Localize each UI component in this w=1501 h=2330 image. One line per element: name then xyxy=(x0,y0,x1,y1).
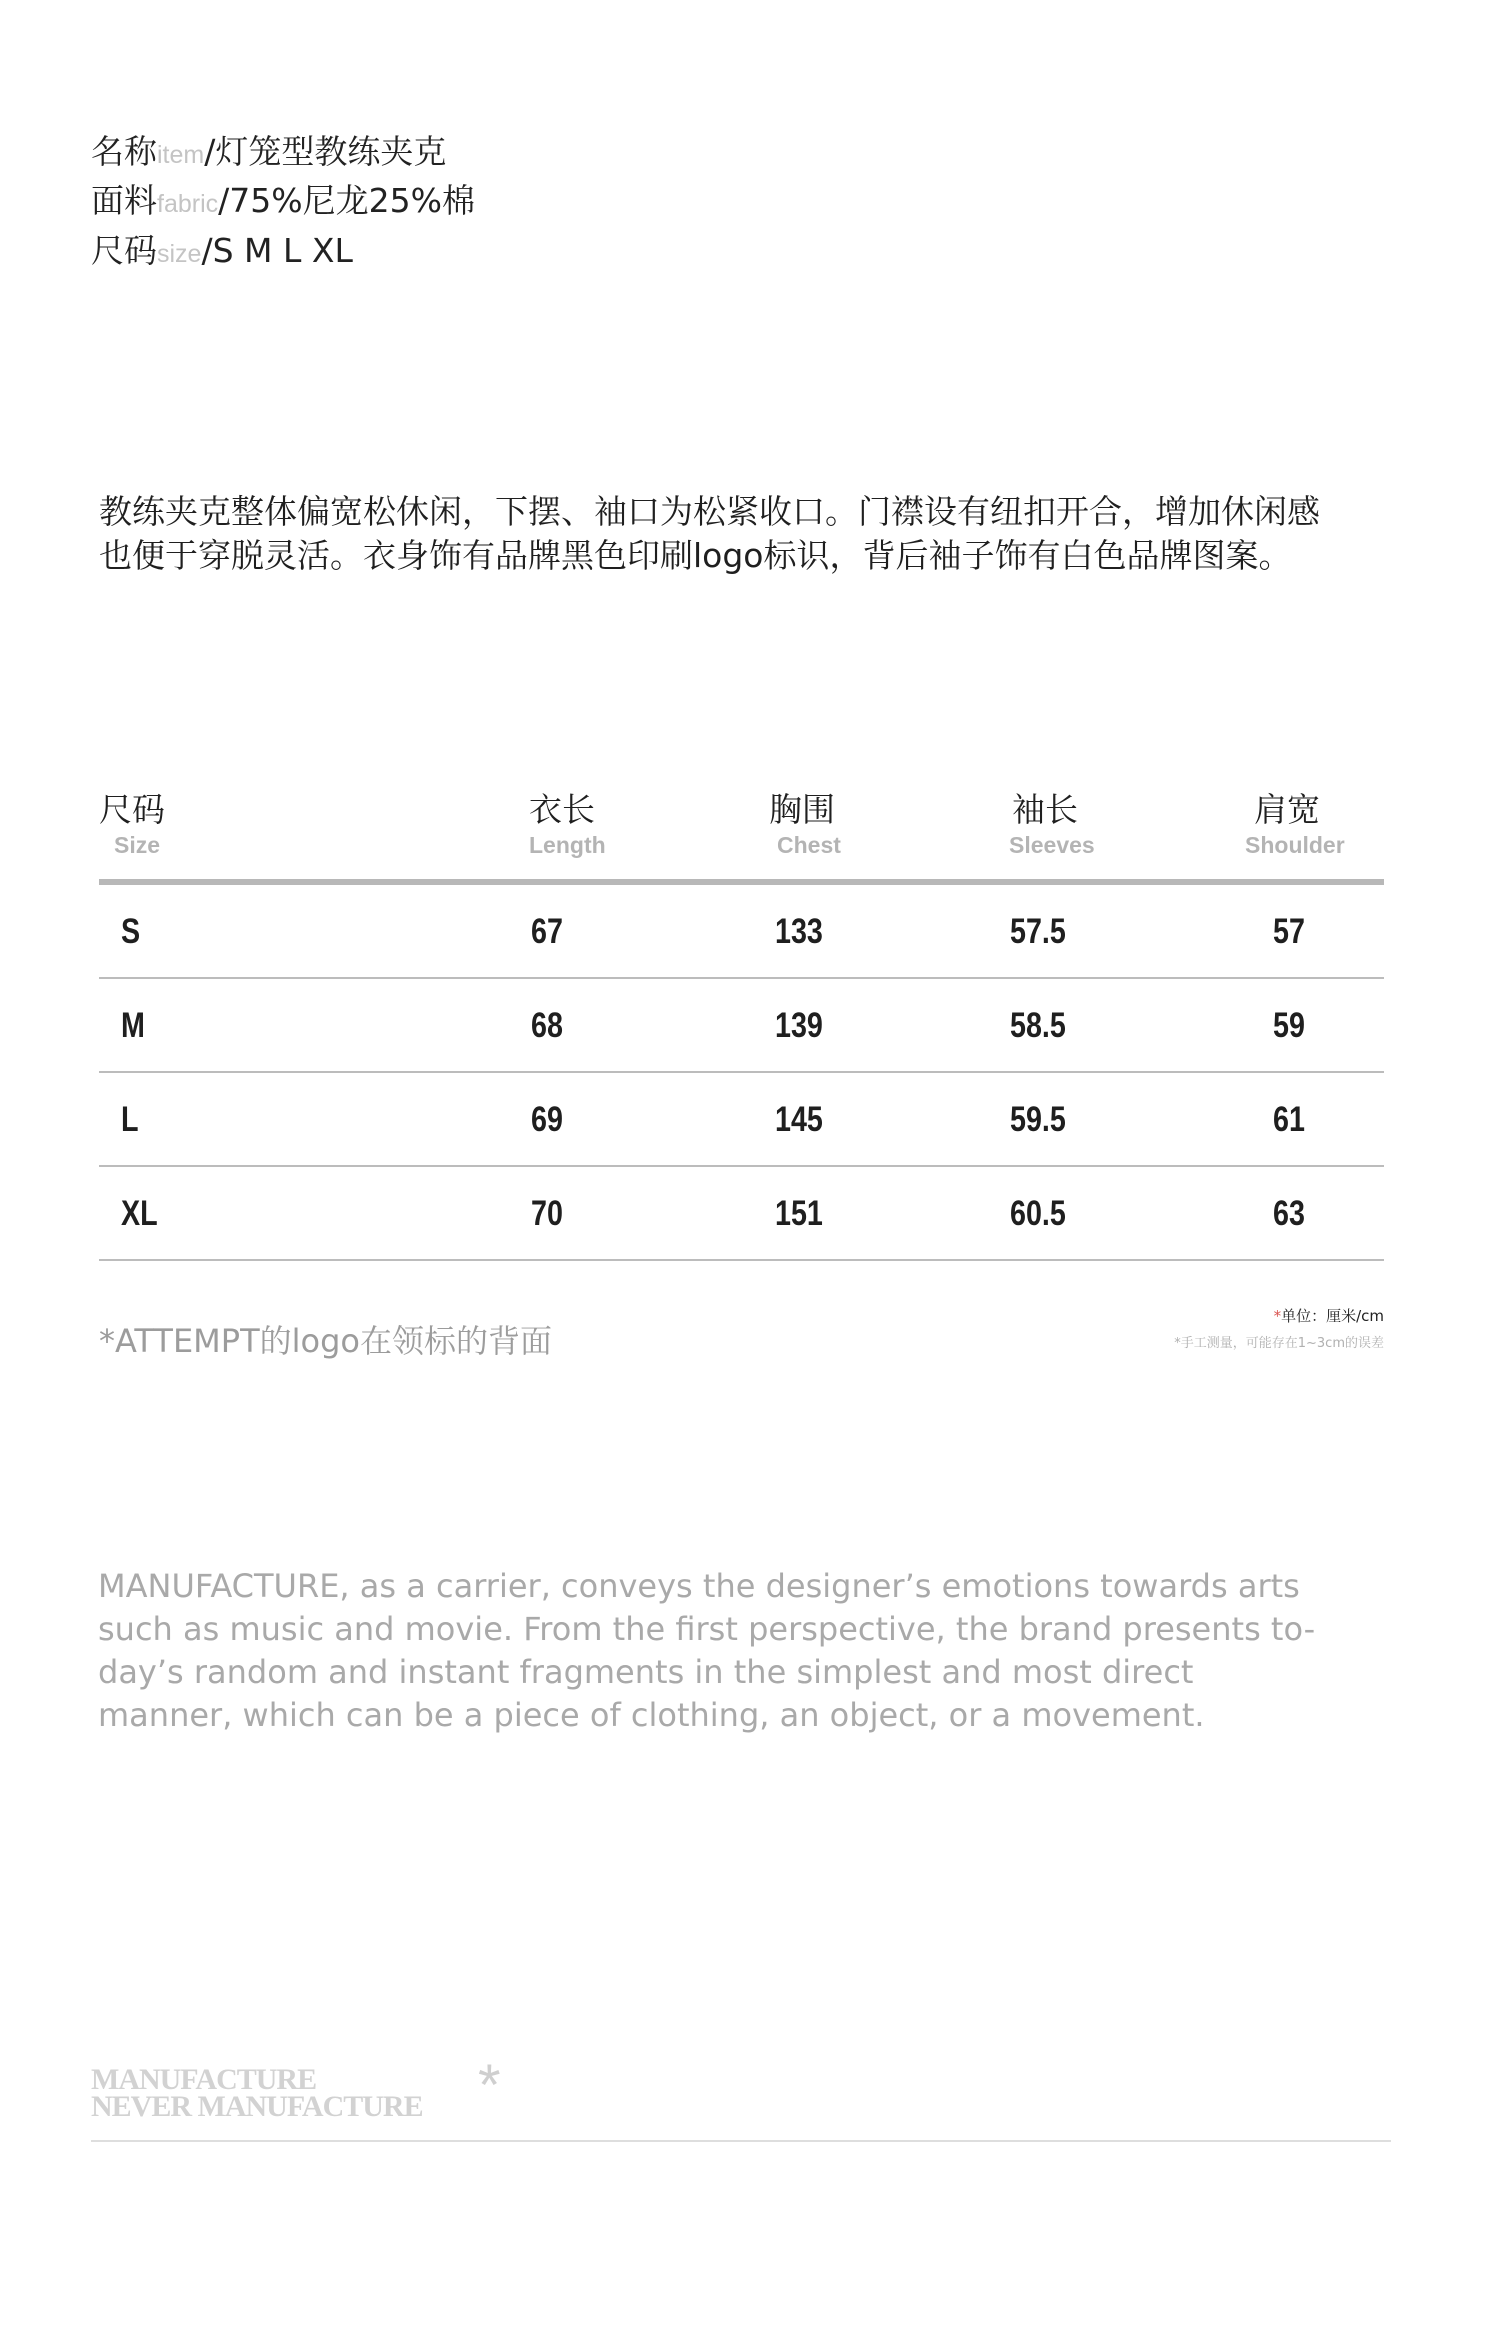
spec-size-value: /S M L XL xyxy=(201,231,353,270)
cell-sleeves: 60.5 xyxy=(1010,1194,1066,1233)
header-length-zh: 衣长 xyxy=(529,790,595,829)
brand-statement xyxy=(98,1565,1428,1737)
statement-line-3: day’s random and instant fragments in the simplest and most direct xyxy=(98,1653,1194,1691)
table-row xyxy=(99,1167,1384,1261)
statement-line-4: manner, which can be a piece of clothing, an object, or a movement. xyxy=(98,1696,1205,1734)
spec-size-en: size xyxy=(157,240,202,268)
table-row xyxy=(99,885,1384,979)
unit-star: * xyxy=(1273,1307,1282,1325)
table-row xyxy=(99,1073,1384,1167)
header-sleeves-en: Sleeves xyxy=(1009,832,1095,858)
header-chest xyxy=(769,790,841,860)
header-length xyxy=(529,790,606,860)
unit-text: 单位：厘米/cm xyxy=(1281,1307,1384,1325)
cell-sleeves: 58.5 xyxy=(1010,1006,1066,1045)
cell-length: 70 xyxy=(531,1194,563,1233)
cell-size: L xyxy=(121,1100,139,1139)
header-size xyxy=(99,790,165,860)
header-chest-en: Chest xyxy=(777,832,841,858)
spec-fabric-en: fabric xyxy=(157,190,219,218)
header-length-en: Length xyxy=(529,832,606,858)
cell-chest: 145 xyxy=(775,1100,823,1139)
spec-item-en: item xyxy=(157,141,205,169)
cell-shoulder: 61 xyxy=(1273,1100,1305,1139)
cell-sleeves: 57.5 xyxy=(1010,912,1066,951)
spec-size-zh: 尺码 xyxy=(91,231,157,270)
spec-fabric xyxy=(91,181,475,224)
cell-length: 69 xyxy=(531,1100,563,1139)
tolerance-note: *手工测量，可能存在1~3cm的误差 xyxy=(1174,1336,1384,1351)
header-shoulder-en: Shoulder xyxy=(1245,832,1345,858)
brand-logo-line-2: NEVER MANUFACTURE xyxy=(91,2090,423,2123)
cell-length: 67 xyxy=(531,912,563,951)
asterisk-icon: * xyxy=(478,2053,501,2118)
cell-sleeves: 59.5 xyxy=(1010,1100,1066,1139)
brand-logo xyxy=(91,2063,423,2123)
cell-chest: 151 xyxy=(775,1194,823,1233)
cell-chest: 133 xyxy=(775,912,823,951)
cell-chest: 139 xyxy=(775,1006,823,1045)
footer-divider xyxy=(91,2140,1391,2142)
cell-size: M xyxy=(121,1006,145,1045)
description-line-1: 教练夹克整体偏宽松休闲，下摆、袖口为松紧收口。门襟设有纽扣开合，增加休闲感 xyxy=(99,492,1320,531)
cell-size: XL xyxy=(121,1194,158,1233)
header-sleeves-zh: 袖长 xyxy=(1012,790,1078,829)
header-size-en: Size xyxy=(114,832,161,858)
spec-size xyxy=(91,231,353,274)
cell-length: 68 xyxy=(531,1006,563,1045)
logo-location-note: *ATTEMPT的logo在领标的背面 xyxy=(99,1322,552,1360)
cell-shoulder: 63 xyxy=(1273,1194,1305,1233)
product-description xyxy=(99,490,1419,578)
description-line-2: 也便于穿脱灵活。衣身饰有品牌黑色印刷logo标识，背后袖子饰有白色品牌图案。 xyxy=(99,536,1292,575)
row-divider xyxy=(99,1259,1384,1261)
header-chest-zh: 胸围 xyxy=(769,790,835,829)
header-shoulder xyxy=(1245,790,1345,860)
header-shoulder-zh: 肩宽 xyxy=(1254,790,1320,829)
spec-fabric-zh: 面料 xyxy=(91,181,157,220)
cell-shoulder: 57 xyxy=(1273,912,1305,951)
header-sleeves xyxy=(1009,790,1095,860)
spec-item xyxy=(91,132,446,175)
cell-shoulder: 59 xyxy=(1273,1006,1305,1045)
statement-line-1: MANUFACTURE, as a carrier, conveys the designer’s emotions towards arts xyxy=(98,1567,1300,1605)
spec-item-zh: 名称 xyxy=(91,132,157,171)
brand-logo-line-1: MANUFACTURE xyxy=(91,2063,317,2096)
table-row xyxy=(99,979,1384,1073)
statement-line-2: such as music and movie. From the first perspective, the brand presents to- xyxy=(98,1610,1316,1648)
cell-size: S xyxy=(121,912,141,951)
spec-item-value: /灯笼型教练夹克 xyxy=(204,132,447,171)
header-size-zh: 尺码 xyxy=(99,790,165,829)
spec-fabric-value: /75%尼龙25%棉 xyxy=(218,181,475,220)
unit-note xyxy=(1274,1305,1384,1326)
